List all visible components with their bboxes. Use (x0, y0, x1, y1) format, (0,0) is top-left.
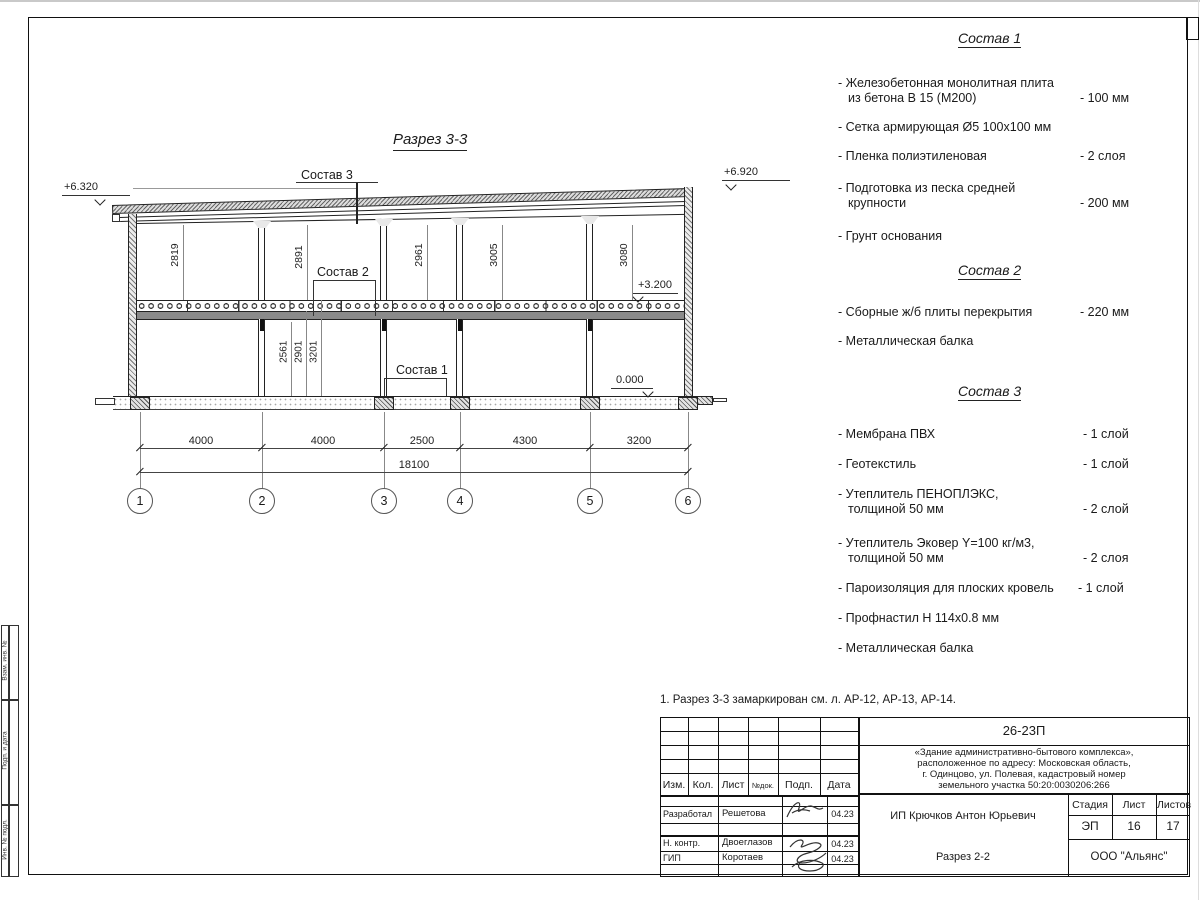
roof-eave (112, 214, 120, 222)
list-title: Состав 3 (958, 383, 1021, 401)
beam-joint (382, 319, 386, 331)
tb-date: 04.23 (831, 854, 854, 864)
dim-label: 3201 (308, 340, 320, 363)
tb-role: ГИП (663, 853, 681, 863)
footing-pad (678, 397, 698, 410)
beam-joint (588, 319, 592, 331)
leader-sostav2: Состав 2 (317, 265, 369, 279)
tb-stage-value: ЭП (1081, 819, 1099, 833)
signature (786, 835, 832, 875)
sheet-note: 1. Разрез 3-3 замаркирован см. л. АР-12, АР-13, АР-14. (660, 694, 956, 706)
line (660, 806, 858, 807)
footing-pad (374, 397, 394, 410)
page-edge-right (1198, 0, 1199, 900)
strip-cell (9, 625, 19, 700)
footing-pad (130, 397, 150, 410)
extension-line (262, 412, 263, 488)
elevation-mid: +3.200 (638, 279, 672, 291)
line (718, 795, 719, 877)
list-item: толщиной 50 мм (848, 551, 944, 565)
list-item: - Мембрана ПВХ (838, 427, 936, 441)
leader-line (313, 281, 314, 316)
wall-right (684, 187, 693, 400)
strip-cell (9, 805, 19, 877)
line (660, 773, 858, 774)
steel-beam (137, 312, 684, 320)
dim-label: 2961 (412, 243, 425, 267)
axis-bubble: 6 (675, 488, 701, 514)
tb-sheet-label: Лист (1122, 799, 1146, 811)
list-value: - 1 слой (1083, 457, 1129, 471)
list-item: - Пароизоляция для плоских кровель (838, 581, 1054, 595)
tb-sheet-title: Разрез 2-2 (935, 851, 990, 863)
dim-label: 3080 (617, 243, 630, 267)
tb-col-ndok: №док. (752, 781, 774, 790)
line (133, 188, 358, 189)
tb-col-podp: Подп. (785, 779, 813, 791)
line (782, 795, 783, 877)
list-title: Состав 2 (958, 262, 1021, 280)
leader-line (384, 379, 385, 396)
strip-cell (9, 700, 19, 805)
column-upper (456, 225, 463, 300)
list-value: - 2 слоя (1080, 149, 1126, 163)
list-value: - 200 мм (1080, 196, 1130, 210)
strip-label: Взам. инв. № (1, 640, 9, 681)
leader-line (375, 281, 376, 316)
list-item: крупности (848, 196, 907, 210)
line (296, 182, 378, 183)
tb-project-line: расположенное по адресу: Московская область, (917, 758, 1131, 769)
axis-bubble: 3 (371, 488, 397, 514)
dim-label: 2561 (278, 340, 290, 363)
tb-name: Решетова (722, 808, 766, 819)
column-upper (380, 226, 387, 300)
dim-line (307, 225, 308, 300)
corner-stamp-box (1186, 17, 1199, 40)
strip-label: Инв. № подл. (1, 819, 9, 860)
tb-date: 04.23 (831, 809, 854, 819)
line (1068, 839, 1190, 840)
column-upper (258, 228, 265, 300)
list-item: - Геотекстиль (838, 457, 917, 471)
dim-label: 2500 (409, 435, 435, 447)
list-value: - 2 слой (1083, 502, 1129, 516)
tb-sheets-label: Листов (1156, 799, 1192, 811)
ground-slab (113, 396, 697, 410)
dim-label: 4000 (310, 435, 336, 447)
tb-role: Разработал (663, 809, 712, 819)
tb-doc-code: 26-23П (1002, 723, 1046, 738)
line (660, 731, 858, 732)
line (660, 745, 858, 746)
line (660, 795, 858, 797)
list-item: - Пленка полиэтиленовая (838, 149, 987, 163)
footing-pad (580, 397, 600, 410)
floor-slab (137, 300, 684, 312)
tb-col-izm: Изм. (662, 779, 686, 791)
list-item: - Сборные ж/б плиты перекрытия (838, 305, 1033, 319)
list-item: - Профнастил Н 114х0.8 мм (838, 611, 1000, 625)
dim-label: 2891 (292, 245, 305, 269)
extension-line (460, 412, 461, 488)
dim-label: 3200 (626, 435, 652, 447)
dim-line (502, 225, 503, 300)
dim-label: 4000 (188, 435, 214, 447)
elevation-left: +6.320 (64, 181, 98, 193)
elevation-zero: 0.000 (616, 374, 644, 386)
leader-line (356, 183, 358, 224)
dim-label: 2819 (168, 243, 181, 267)
list-item: - Утеплитель ПЕНОПЛЭКС, (838, 487, 999, 501)
dim-line (306, 311, 307, 396)
section-title: Разрез 3-3 (393, 131, 467, 151)
dim-line (291, 322, 292, 396)
extension-line (688, 412, 689, 488)
beam-joint (260, 319, 264, 331)
dim-line (183, 225, 184, 300)
tb-project-line: г. Одинцово, ул. Полевая, кадастровый номер (922, 769, 1126, 780)
dim-label: 4300 (512, 435, 538, 447)
leader-sostav1: Состав 1 (396, 363, 448, 377)
list-item: из бетона В 15 (М200) (848, 91, 977, 105)
list-item: - Металлическая балка (838, 334, 974, 348)
list-value: - 1 слой (1083, 427, 1129, 441)
dim-line (321, 300, 322, 396)
list-item: - Утеплитель Эковер Y=100 кг/м3, (838, 536, 1035, 550)
page-edge-bottom (0, 0, 1200, 2)
tb-company: ООО "Альянс" (1090, 851, 1168, 863)
axis-bubble: 5 (577, 488, 603, 514)
dim-line (632, 225, 633, 300)
axis-bubble: 4 (447, 488, 473, 514)
tb-date: 04.23 (831, 839, 854, 849)
extension-line (384, 412, 385, 488)
tb-col-list: Лист (721, 779, 745, 791)
leader-line (446, 379, 447, 396)
list-value: - 1 слой (1078, 581, 1124, 595)
list-value: - 220 мм (1080, 305, 1130, 319)
list-item: - Сетка армирующая Ø5 100х100 мм (838, 120, 1052, 134)
tb-col-data: Дата (827, 779, 851, 791)
ground-ledge-left (95, 398, 115, 405)
axis-bubble: 2 (249, 488, 275, 514)
tb-sheet-value: 16 (1127, 819, 1141, 833)
extension-line (140, 412, 141, 488)
tb-sheets-value: 17 (1166, 819, 1180, 833)
tb-name: Двоеглазов (722, 837, 773, 848)
tb-project-line: «Здание административно-бытового комплекса», (914, 747, 1134, 758)
dim-chain-line (140, 448, 688, 449)
leader-sostav3: Состав 3 (301, 168, 353, 182)
extension-line (590, 412, 591, 488)
dim-line (427, 225, 428, 300)
line (62, 195, 130, 196)
tb-col-kol: Кол. (692, 779, 714, 791)
line (1068, 815, 1190, 816)
dim-total-line (140, 472, 688, 473)
list-item: толщиной 50 мм (848, 502, 944, 516)
list-value: - 2 слоя (1083, 551, 1129, 565)
footing-pad (450, 397, 470, 410)
line (858, 745, 1190, 746)
elevation-right: +6.920 (724, 166, 758, 178)
list-value: - 100 мм (1080, 91, 1130, 105)
list-item: - Железобетонная монолитная плита (838, 76, 1054, 90)
tb-stage-label: Стадия (1072, 799, 1108, 811)
beam-joint (458, 319, 462, 331)
wall-left (128, 214, 137, 400)
ground-ledge-right-lip (713, 398, 727, 402)
dim-label: 3005 (487, 243, 500, 267)
column-upper (586, 224, 593, 300)
line (313, 280, 376, 281)
dim-total-label: 18100 (398, 459, 430, 471)
line (858, 793, 1190, 795)
dim-label: 2901 (293, 340, 305, 363)
tb-client: ИП Крючков Антон Юрьевич (890, 810, 1036, 822)
line (660, 759, 858, 760)
signature (784, 797, 826, 823)
strip-label: Подп. и дата (1, 731, 9, 770)
line (660, 823, 858, 824)
line (384, 378, 447, 379)
tb-role: Н. контр. (663, 838, 701, 848)
axis-bubble: 1 (127, 488, 153, 514)
list-item: - Грунт основания (838, 229, 943, 243)
tb-project-line: земельного участка 50:20:0030206:266 (938, 780, 1110, 791)
tb-name: Коротаев (722, 852, 764, 863)
list-title: Состав 1 (958, 30, 1021, 48)
list-item: - Подготовка из песка средней (838, 181, 1016, 195)
list-item: - Металлическая балка (838, 641, 974, 655)
